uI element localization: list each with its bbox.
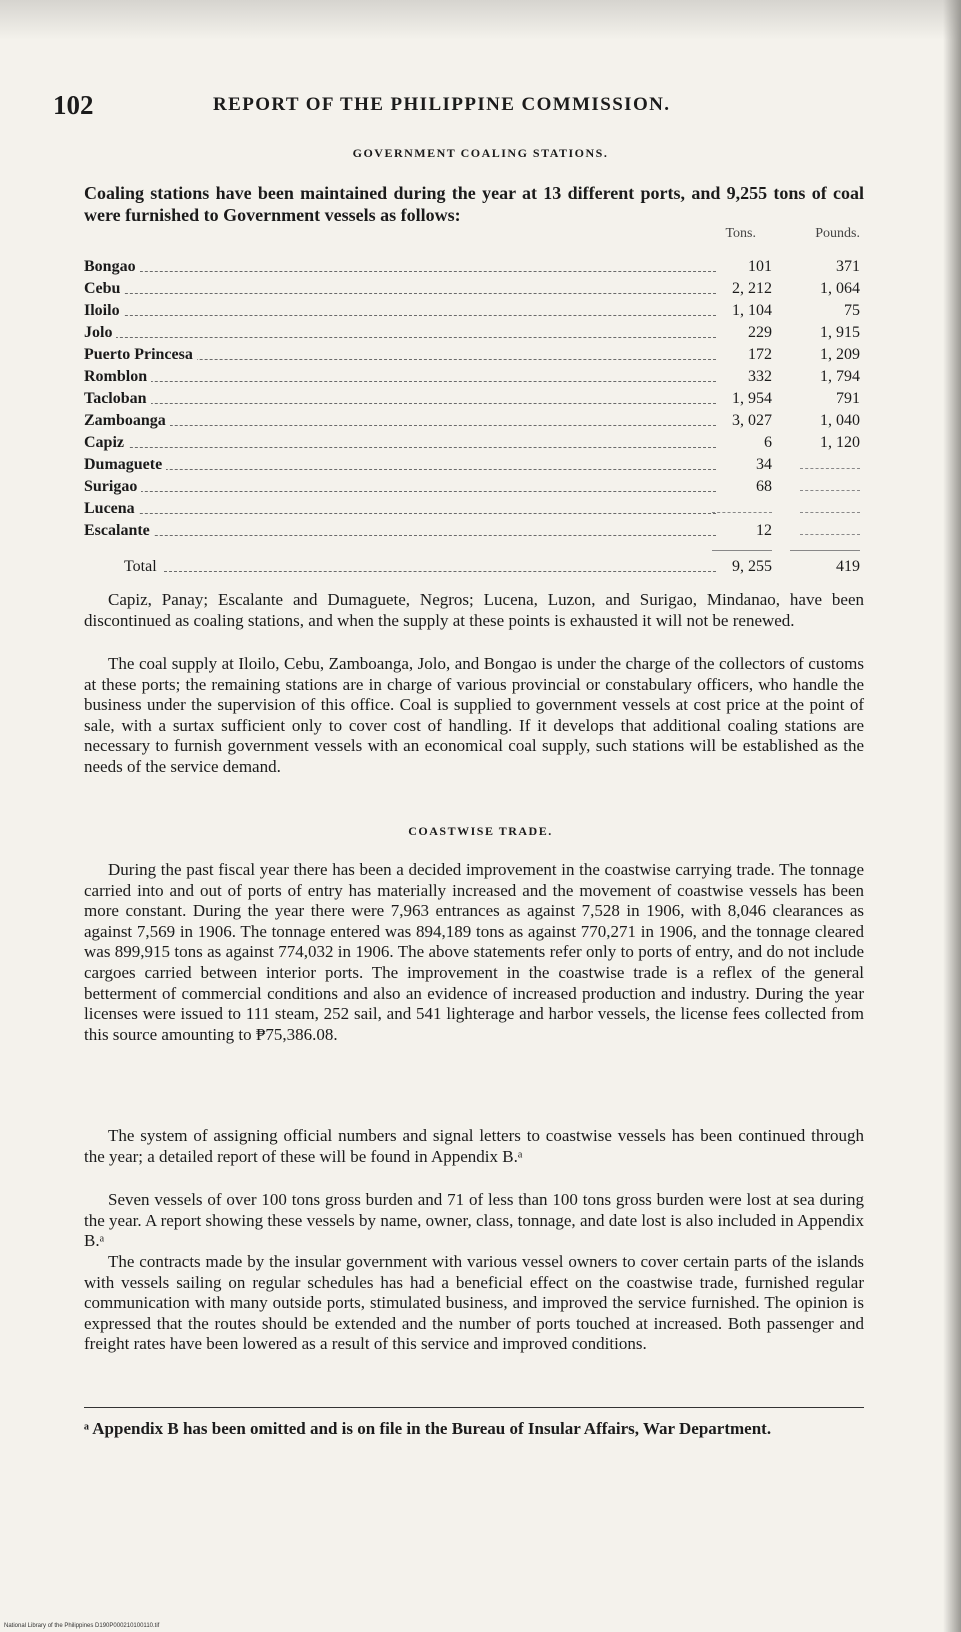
table-row: [84, 280, 866, 302]
section-title-coastwise: COASTWISE TRADE.: [408, 824, 553, 838]
table-row: [84, 258, 866, 280]
col-head-pounds: Pounds.: [815, 226, 860, 241]
empty-pounds-dashes: [800, 512, 860, 513]
running-head: REPORT OF THE PHILIPPINE COMMISSION.: [213, 94, 671, 115]
table-row: [84, 412, 866, 434]
station-name: Jolo: [84, 324, 116, 342]
coastwise-paragraph-3: Seven vessels of over 100 tons gross burden and 71 of less than 100 tons gross burden were lost at sea during the year. A report showing these vessels by name, owner, class, tonnage, and date lost is also included in Appendix B.ᵃ: [84, 1190, 864, 1251]
leader-dots: [90, 491, 716, 492]
coaling-intro: Coaling stations have been maintained during the year at 13 different ports, and 9,255 tons of coal were furnished to Government vessels as follows:: [84, 183, 864, 225]
coastwise-paragraph-1: During the past fiscal year there has been a decided improvement in the coastwise carrying trade. The tonnage carried into and out of ports of entry has materially increased and the movement of coastwise vessels has been more constant. During the year there were 7,963 entrances as against 7,528 in 1906, with 8,046 clearances as against 7,569 in 1906. The tonnage entered was 894,189 tons as against 770,271 in 1906, and the tonnage cleared was 899,915 tons as against 774,032 in 1906. The above statements refer only to ports of entry, and do not include cargoes carried between interior ports. The improvement in the coastwise trade is a reflex of the general betterment of commercial conditions and also an evidence of increased production and industry. During the year licenses were issued to 111 steam, 252 sail, and 541 lighterage and harbor vessels, the license fees collected from this source amounting to ₱75,386.08.: [84, 860, 864, 1044]
page-header: [53, 82, 893, 122]
empty-pounds-dashes: [800, 534, 860, 535]
coaling-discontinued-paragraph: Capiz, Panay; Escalante and Dumaguete, Negros; Lucena, Luzon, and Surigao, Mindanao, have been discontinued as coaling stations, and when the supply at these points is exhausted it will not be renewed.: [84, 590, 864, 630]
coastwise-paragraph-4: The contracts made by the insular government with various vessel owners to cover certain parts of the islands with vessels sailing on regular schedules has had a beneficial effect on the coastwise trade, furnished regular communication with many outside ports, stimulated business, and improved the service furnished. The opinion is expressed that the routes should be extended and the number of ports touched at increased. Both passenger and freight rates have been lowered as a result of this service and improved conditions.: [84, 1252, 864, 1354]
total-pounds: 419: [836, 558, 860, 575]
table-row: [84, 434, 866, 456]
table-row: [84, 390, 866, 412]
table-row: [84, 478, 866, 500]
table-total-row: [84, 558, 866, 580]
leader-dots: [90, 315, 716, 316]
page-number: 102: [53, 90, 94, 120]
leader-dots: [90, 337, 716, 338]
leader-dots: [90, 513, 716, 514]
station-name: Capiz: [84, 434, 128, 452]
total-tons: 9, 255: [732, 558, 772, 575]
station-name: Surigao: [84, 478, 141, 496]
leader-dots: [90, 535, 716, 536]
station-name: Iloilo: [84, 302, 124, 320]
tons-value: 101: [748, 258, 772, 275]
sum-rule-tons: [712, 550, 772, 551]
station-name: Escalante: [84, 522, 154, 540]
tons-value: 2, 212: [732, 280, 772, 297]
leader-dots: [90, 293, 716, 294]
empty-pounds-dashes: [800, 490, 860, 491]
leader-dots: [90, 381, 716, 382]
table-row: [84, 522, 866, 544]
tons-value: 34: [756, 456, 772, 473]
pounds-value: 791: [836, 390, 860, 407]
page-shadow-right: [943, 0, 961, 1632]
pounds-value: 1, 120: [820, 434, 860, 451]
pounds-value: 1, 064: [820, 280, 860, 297]
coastwise-paragraph-2: The system of assigning official numbers and signal letters to coastwise vessels has been continued through the year; a detailed report of these will be found in Appendix B.ᵃ: [84, 1126, 864, 1166]
total-label: Total: [124, 558, 161, 576]
table-row: [84, 324, 866, 346]
tons-value: 172: [748, 346, 772, 363]
leader-dots: [90, 403, 716, 404]
tons-value: 68: [756, 478, 772, 495]
tons-value: 3, 027: [732, 412, 772, 429]
table-row: [84, 302, 866, 324]
page-shadow-top: [0, 0, 961, 40]
station-name: Romblon: [84, 368, 151, 386]
station-name: Puerto Princesa: [84, 346, 197, 364]
tons-value: 12: [756, 522, 772, 539]
pounds-value: 371: [836, 258, 860, 275]
station-name: Lucena: [84, 500, 139, 518]
tons-value: 229: [748, 324, 772, 341]
leader-dots: [90, 425, 716, 426]
table-row: [84, 456, 866, 478]
source-credit: National Library of the Philippines D190P000210100110.tif: [4, 1623, 160, 1629]
tons-value: 1, 104: [732, 302, 772, 319]
tons-value: 6: [764, 434, 772, 451]
station-name: Bongao: [84, 258, 140, 276]
table-row: [84, 346, 866, 368]
empty-tons-dashes: [712, 512, 772, 513]
pounds-value: 75: [844, 302, 860, 319]
leader-dots: [90, 469, 716, 470]
station-name: Cebu: [84, 280, 124, 298]
coaling-supply-paragraph: The coal supply at Iloilo, Cebu, Zamboanga, Jolo, and Bongao is under the charge of the collectors of customs at these ports; the remaining stations are in charge of various provincial or constabulary officers, who handle the business under the supervision of this office. Coal is supplied to government vessels at cost price at the point of sale, with a surtax sufficient only to cover cost of handling. If it develops that additional coaling stations are necessary to furnish government vessels with an economical coal supply, such stations will be established as the needs of the service demand.: [84, 654, 864, 776]
col-head-tons: Tons.: [725, 226, 756, 241]
pounds-value: 1, 209: [820, 346, 860, 363]
table-row: [84, 500, 866, 522]
station-name: Zamboanga: [84, 412, 170, 430]
leader-dots: [90, 271, 716, 272]
sum-rule-pounds: [790, 550, 860, 551]
footnote-rule: [84, 1407, 864, 1408]
empty-pounds-dashes: [800, 468, 860, 469]
section-title-coaling: GOVERNMENT COALING STATIONS.: [352, 146, 609, 160]
tons-value: 1, 954: [732, 390, 772, 407]
pounds-value: 1, 915: [820, 324, 860, 341]
footnote: ᵃ Appendix B has been omitted and is on file in the Bureau of Insular Affairs, War Department.: [84, 1419, 772, 1438]
leader-dots: [164, 571, 716, 572]
leader-dots: [90, 447, 716, 448]
table-row: [84, 368, 866, 390]
station-name: Tacloban: [84, 390, 151, 408]
pounds-value: 1, 794: [820, 368, 860, 385]
pounds-value: 1, 040: [820, 412, 860, 429]
station-name: Dumaguete: [84, 456, 166, 474]
tons-value: 332: [748, 368, 772, 385]
